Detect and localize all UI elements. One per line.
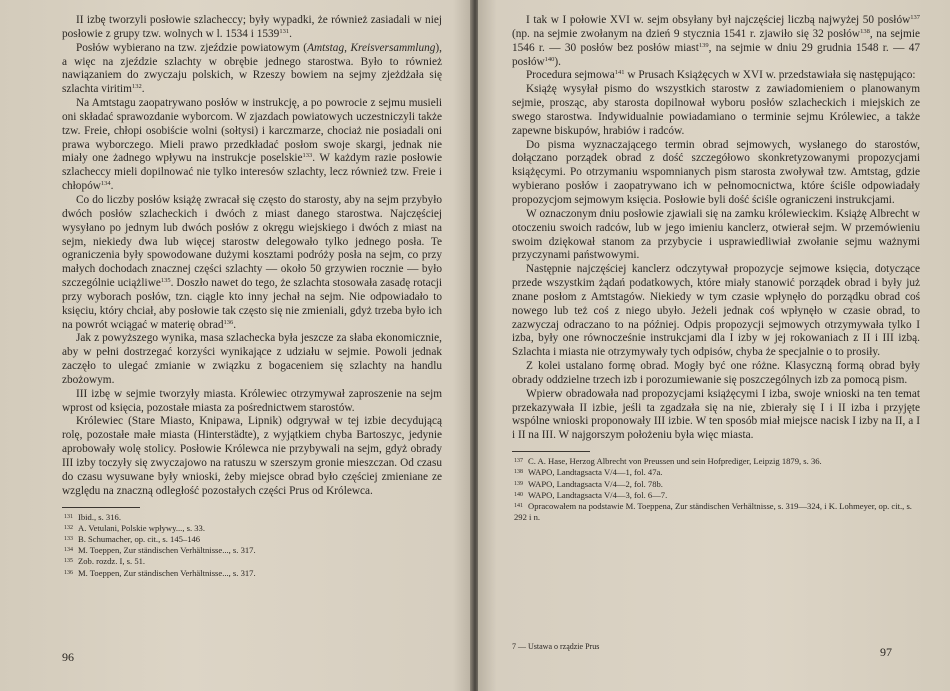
paragraph — [62, 194, 442, 332]
footnote-ref: 140 — [544, 55, 555, 63]
footnote-number: 141 — [514, 502, 523, 509]
paragraph — [62, 14, 442, 42]
footnote-ref: 136 — [223, 318, 234, 326]
paragraph — [62, 332, 442, 387]
footnote-number: 137 — [514, 458, 523, 465]
footnote-text: Ibid., s. 316. — [78, 511, 121, 522]
paragraph — [512, 388, 920, 443]
text-run: Wpierw obradowała nad propozycjami książęcymi I izba, swoje wnioski na ten temat przekazywała II izbie, jeśli ta zgadzała się na nie, zbierały się I i II izba i przyjęte wspólne wnioski proponowały III izbie. W ten sposób miał miejsce nacisk I izby na II, a I i II na III. W najgorszym położeniu była więc miasta. — [512, 387, 920, 442]
text-run: ). — [554, 55, 561, 68]
paragraph — [512, 139, 920, 208]
paragraph — [512, 263, 920, 360]
text-run: . — [110, 180, 114, 193]
italic-text: Amtstag, Kreisversammlung — [307, 41, 436, 54]
text-run: Królewiec (Stare Miasto, Knipawa, Lipnik) odgrywał w tej izbie decydującą rolę, pozostałe małe miasta (Hinterstädte), z wyjątkiem chyba Bartoszyc, jedynie aprobowały wolę stolicy. Posłowie Królewca nie przybywali na sejm, gdyż obrady III izby toczyły się zwyczajowo na ratuszu w szerszym gronie mieszczan. Od czasu do czasu wysuwane były wnioski, żeby miejsce obrad było częściej zmieniane ze względu na znaczną odległość pozostałych części Prus od Królewca. — [62, 415, 442, 497]
text-run: . — [141, 83, 145, 96]
text-run: , na sejmie w dniu 29 grudnia 1548 r. — 47 posłów — [512, 41, 920, 68]
text-run: . — [233, 318, 237, 331]
footnote-number: 135 — [64, 558, 73, 565]
footnote-ref: 132 — [131, 83, 142, 91]
footnote-ref: 131 — [279, 27, 290, 35]
footnote — [512, 490, 920, 501]
text-run: . — [289, 27, 292, 40]
footnote — [512, 479, 920, 490]
left-footnotes — [62, 512, 442, 579]
right-page — [478, 0, 950, 691]
footnote — [512, 501, 920, 523]
text-run: (np. na sejmie zwołanym na dzień 9 stycznia 1541 r. zjawiło się 32 posłów — [512, 27, 861, 40]
paragraph — [512, 83, 920, 138]
text-run: I tak w I połowie XVI w. sejm obsyłany był najczęściej liczbą najwyżej 50 posłów — [526, 14, 911, 26]
footnote-ref: 141 — [614, 69, 625, 77]
footnote-number: 133 — [64, 535, 73, 542]
page-number-right: 97 — [880, 645, 892, 659]
text-run: Co do liczby posłów książę zwracał się często do starosty, aby na sejm przybyło dwóch posłów szlacheckich i dwóch z miast danego starostwa. Najczęściej wysyłano po jednym lub dwóch posłów z okręgu wiejskiego i dwóch z miast na sejm, niekiedy dwa lub więcej starostw delegowało tylko jednego posła. Te ograniczenia były spowodowane dużymi kosztami podróży posła na sejm, co przy małych dochodach znacznej części szlachty — około 50 grzywien rocznie — było szczególnie uciążliwe — [62, 193, 442, 290]
footnote-number: 132 — [64, 524, 73, 531]
left-page — [0, 0, 472, 691]
left-body-text — [62, 14, 442, 499]
footnote — [512, 467, 920, 478]
footnote-ref: 138 — [860, 27, 870, 35]
text-run: ), a więc na zjeździe szlachty w obrębie jednego starostwa. Było to również nawiązaniem do zwyczaju polskich, w Rzeszy bowiem na sejmy zjeżdżała się szlachta viritim — [62, 41, 442, 96]
footnote-text: B. Schumacher, op. cit., s. 145–146 — [78, 533, 201, 544]
footnote — [62, 512, 442, 523]
footnote-rule — [512, 451, 590, 452]
footnote-text: C. A. Hase, Herzog Albrecht von Preussen und sein Hofprediger, Leipzig 1879, s. 36. — [528, 456, 822, 467]
paragraph — [62, 415, 442, 498]
text-run: Książę wysyłał pismo do wszystkich starostw z zawiadomieniem o planowanym sejmie, prosząc, aby starosta dopilnował wyboru posłów szlacheckich i miejskich ze swego starostwa. Indywidualnie powiadamiano o terminie sejmu Królewiec, a także zapewne biskupów, hrabiów i radców. — [512, 83, 920, 137]
right-footnotes — [512, 456, 920, 523]
footnote-number: 136 — [64, 569, 73, 576]
footnote-rule — [62, 507, 140, 508]
footnote-text: WAPO, Landtagsacta V/4—2, fol. 78b. — [528, 478, 663, 489]
footnote-ref: 135 — [160, 277, 171, 285]
footnote-text: WAPO, Landtagsacta V/4—1, fol. 47a. — [528, 467, 663, 478]
paragraph — [512, 14, 920, 69]
text-run: II izbę tworzyli posłowie szlacheccy; były wypadki, że również zasiadali w niej posłowie z grupy tzw. wolnych w l. 1534 i 1539 — [62, 14, 442, 40]
footnote-text: Opracowałem na podstawie M. Toeppena, Zur ständischen Verhältnisse, s. 319—324, i K. Lohmeyer, op. cit., s. 292 i n. — [514, 500, 912, 523]
footnote-text: A. Vetulani, Polskie wpływy..., s. 33. — [78, 522, 205, 533]
footnote-text: M. Toeppen, Zur ständischen Verhältnisse..., s. 317. — [78, 567, 256, 578]
text-run: Jak z powyższego wynika, masa szlachecka była jeszcze za słaba ekonomicznie, aby w pełni dostrzegać korzyści wynikające z udziału w sejmie. Powoli jednak zaczęło to ulegać zmianie w związku z bogaceniem się szlachty na handlu zbożowym. — [62, 332, 442, 386]
paragraph — [62, 42, 442, 97]
signature-mark: 7 — Ustawa o rządzie Prus — [512, 642, 600, 651]
footnote-ref: 134 — [100, 180, 111, 188]
text-run: Następnie najczęściej kanclerz odczytywał propozycje sejmowe księcia, dotyczące przede wszystkim żądań podatkowych, które miały stanowić porządek obrad i były już znane posłom z Amtstagów. Niekiedy w tym czasie wpłynęło do porządku obrad coś nowego lub też coś z niego ubyło. Jeżeli jednak coś wpłynęło w czasie obrad, to zazwyczaj odraczano to na później. Odpis propozycji sejmowych otrzymywała tylko I izba, były one równocześnie instrukcjami dla I izby w jej rokowaniach z II i III izbą. Szlachta i miasta nie otrzymywały tych odpisów, chyba że specjalnie o to prosiły. — [512, 263, 920, 359]
text-run: Procedura sejmowa — [526, 69, 615, 82]
footnote-ref: 133 — [302, 152, 313, 160]
text-run: , na sejmie 1546 r. — 30 posłów bez posłów miast — [512, 27, 921, 54]
page-number-left: 96 — [62, 650, 74, 664]
footnote-ref: 137 — [910, 14, 920, 21]
footnote-text: M. Toeppen, Zur ständischen Verhältnisse..., s. 317. — [78, 545, 256, 556]
right-body-text — [512, 14, 920, 443]
footnote — [62, 545, 442, 556]
text-run: Posłów wybierano na tzw. zjeździe powiatowym ( — [76, 41, 308, 54]
footnote-number: 138 — [514, 469, 523, 476]
footnote-number: 131 — [64, 513, 73, 520]
text-run: Do pisma wyznaczającego termin obrad sejmowych, wysłanego do starostów, dołączano porządek obrad z dość szczegółowo skonkretyzowanymi propozycjami książęcymi. Po otrzymaniu wspomnianych pism starosta zwoływał tzw. Amtstag, gdzie wybierano posłów i zaopatrywano ich w pełnomocnictwa, które ściśle odpowiadały propozycjom sejmowym księcia. Posłowie byli dość ściśle ograniczeni instrukcjami. — [512, 138, 920, 206]
text-run: . W każdym razie posłowie szlacheccy mieli dopilnować nie tylko interesów szlachty, lecz również tzw. Freie i chłopów — [62, 152, 442, 193]
paragraph — [512, 360, 920, 388]
footnote — [512, 456, 920, 467]
footnote — [62, 534, 442, 545]
text-run: w Prusach Książęcych w XVI w. przedstawiała się następująco: — [624, 69, 916, 82]
text-run: Z kolei ustalano formę obrad. Mogły być one różne. Klasyczną formą obrad były obrady oddzielne trzech izb i porozumiewanie się poszczególnych izb za pomocą pism. — [512, 360, 920, 386]
text-run: Na Amtstagu zaopatrywano posłów w instrukcję, a po powrocie z sejmu musieli oni składać sprawozdanie wyborcom. W zjazdach powiatowych uczestniczyli także tzw. Freie, chłopi osobiście wolni (sołtysi) i karczmarze, chociaż nie posiadali oni prawa wyborczego. Mieli prawo przedkładać posłom swoje skargi, jednak nie miały one żadnego wpływu na instrukcje poselskie — [62, 97, 442, 165]
footnote-text: WAPO, Landtagsacta V/4—3, fol. 6—7. — [528, 489, 668, 500]
footnote-ref: 139 — [698, 41, 709, 49]
footnote — [62, 568, 442, 579]
footnote — [62, 523, 442, 534]
text-run: . Doszło nawet do tego, że szlachta stosowała zasadę rotacji przy wyborach posłów, tzn. ciągle kto inny jechał na sejm. Nie odpowiadało to księciu, który chciał, aby posłowie tak często się nie zmieniali, gdyż trzeba było ich na powrót wciągać w materię obrad — [62, 277, 442, 331]
footnote-number: 139 — [514, 480, 523, 487]
text-run: W oznaczonym dniu posłowie zjawiali się na zamku królewieckim. Książę Albrecht w otoczeniu swoich radców, lub w jego imieniu kanclerz, otwierał sejm. W przemówieniu swoim dziękował stanom za przybycie i usprawiedliwiał zwołanie sejmu ważnymi przyczynami państwowymi. — [512, 207, 920, 262]
text-run: III izbę w sejmie tworzyły miasta. Królewiec otrzymywał zaproszenie na sejm wprost od księcia, pozostałe miasta za pośrednictwem starostów. — [62, 387, 442, 414]
paragraph — [62, 97, 442, 194]
paragraph — [512, 69, 920, 83]
footnote-number: 140 — [514, 491, 523, 498]
paragraph — [512, 208, 920, 263]
footnote — [62, 556, 442, 567]
footnote-number: 134 — [64, 547, 73, 554]
footnote-text: Zob. rozdz. I, s. 51. — [78, 556, 146, 567]
paragraph — [62, 388, 442, 416]
